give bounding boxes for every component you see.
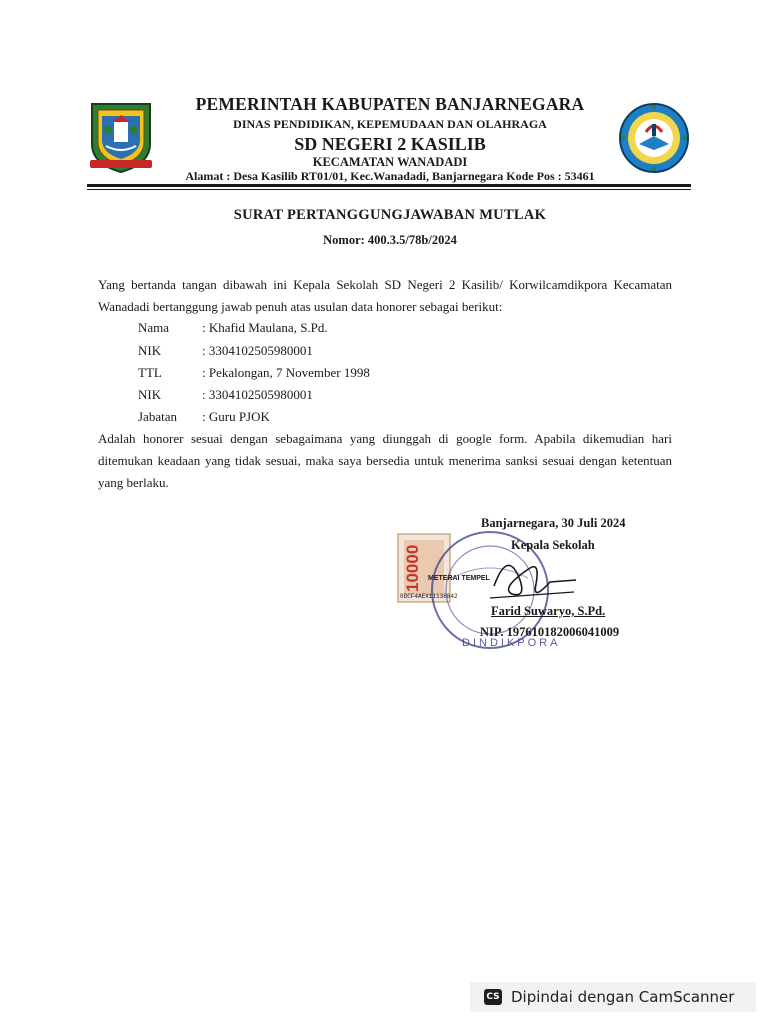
signature-role: Kepala Sekolah [511, 538, 595, 552]
svg-text:DINDIKPORA: DINDIKPORA [462, 637, 561, 649]
closing-paragraph: Adalah honorer sesuai dengan sebagaimana yang diunggah di google form. Apabila dikemudian hari ditemukan keadaan yang tidak sesuai, maka saya bersedia untuk menerima sanksi sesuai dengan ketentuan yang berlaku. [98, 431, 672, 490]
letterhead-district: KECAMATAN WANADADI [312, 155, 468, 169]
signatory-nip: NIP. 197610182006041009 [480, 625, 620, 639]
document-number: Nomor: 400.3.5/78b/2024 [323, 233, 457, 247]
letterhead-department: DINAS PENDIDIKAN, KEPEMUDAAN DAN OLAHRAGA [233, 117, 547, 131]
field-value: : Guru PJOK [202, 409, 270, 424]
document-title: SURAT PERTANGGUNGJAWABAN MUTLAK [233, 207, 547, 223]
intro-paragraph: Yang bertanda tangan dibawah ini Kepala Sekolah SD Negeri 2 Kasilib/ Korwilcamdikpora Kecamatan Wanadadi bertanggung jawab penuh atas usulan data honorer sebagai berikut: [98, 277, 672, 314]
letterhead-rule-thin [87, 189, 691, 190]
svg-text:METERAI TEMPEL: METERAI TEMPEL [428, 575, 490, 582]
camscanner-icon: CS [484, 989, 502, 1005]
field-value: : 3304102505980001 [202, 387, 313, 402]
letterhead-school: SD NEGERI 2 KASILIB [294, 134, 486, 154]
field-label: NIK [138, 387, 162, 402]
letterhead-rule-thick [87, 184, 691, 187]
svg-text:0DCF4AEX11138842: 0DCF4AEX11138842 [400, 593, 458, 600]
letterhead-government: PEMERINTAH KABUPATEN BANJARNEGARA [195, 94, 585, 114]
field-value: : Khafid Maulana, S.Pd. [202, 320, 328, 335]
field-label: Jabatan [138, 409, 177, 424]
field-value: : 3304102505980001 [202, 343, 313, 358]
camscanner-label: Dipindai dengan CamScanner [511, 988, 735, 1006]
field-value: : Pekalongan, 7 November 1998 [202, 365, 370, 380]
regency-logo-icon [88, 98, 154, 174]
field-label: NIK [138, 343, 162, 358]
camscanner-watermark [470, 982, 756, 1012]
field-label: TTL [138, 365, 162, 380]
field-label: Nama [138, 320, 170, 335]
signatory-name: Farid Suwaryo, S.Pd. [491, 604, 606, 618]
signature-place-date: Banjarnegara, 30 Juli 2024 [481, 516, 626, 530]
svg-text:10000: 10000 [403, 544, 422, 592]
meterai-icon [398, 534, 491, 602]
letterhead-address: Alamat : Desa Kasilib RT01/01, Kec.Wanadadi, Banjarnegara Kode Pos : 53461 [185, 169, 595, 183]
